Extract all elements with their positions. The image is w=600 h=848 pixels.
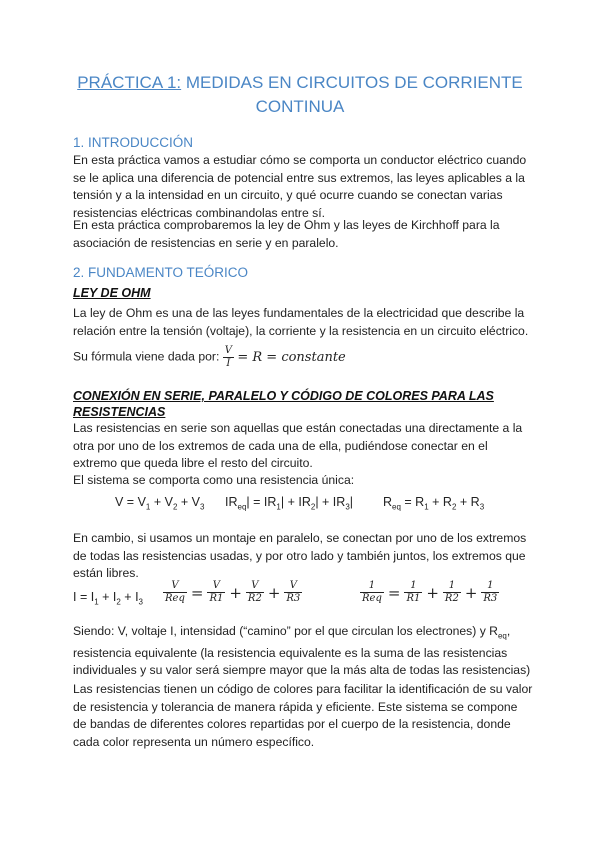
siendo-sub: eq	[497, 631, 507, 641]
siendo-text: Siendo: V, voltaje I, intensidad (“camino” por el que circulan los electrones) y R	[73, 624, 498, 638]
siendo-paragraph	[73, 623, 533, 680]
series-text: Las resistencias en serie son aquellas que están conectadas una directamente a la otra por uno de los extremos de cada una de ella, pudiéndose conectar en el extremo que queda libre el resto del circuito.	[73, 421, 523, 470]
series-current-formula: $IR_{eq}| = IR_1| + IR_2| + IR_3|$	[225, 495, 354, 512]
series-voltage-formula: $V = V_1 + V_2 + V_3$	[115, 495, 205, 512]
connection-title: CONEXIÓN EN SERIE, PARALELO Y CÓDIGO DE COLORES PARA LAS RESISTENCIAS	[73, 389, 494, 419]
ohm-formula-line	[73, 345, 346, 370]
intro-paragraph-1: En esta práctica vamos a estudiar cómo se comporta un conductor eléctrico cuando se le aplica una diferencia de potencial entre sus extremos, las leyes aplicables a la tensión y a la intensidad en un circuito, y qué ocurre cuando se conectan varias resistencias eléctricas combinandolas entre sí.	[73, 153, 527, 220]
ohm-formula-rest: = R = constante	[237, 350, 346, 365]
page-title	[60, 71, 540, 119]
siendo-rest: resistencia equivalente (la resistencia equivalente es la suma de las resistencias individuales y su valor será siempre mayor que la más alta de todas las resistencias)	[73, 645, 531, 678]
ohm-law-text: La ley de Ohm es una de las leyes fundamentales de la electricidad que describe la relación entre la tensión (voltaje), la corriente y la resistencia en un circuito eléctrico.	[73, 306, 529, 338]
parallel-resistance-formula: $\frac{1}{\text{Req}}$ = $\frac{1}{R1}$ + $\frac{1}{R2}$ + $\frac{1}{R3}$	[362, 580, 498, 604]
title-line2: CONTINUA	[255, 97, 345, 116]
formula-intro: Su fórmula viene dada por:	[73, 349, 220, 364]
parallel-current-formula: $I = I_1 + I_2 + I_3$	[73, 590, 143, 607]
parallel-voltage-formula: $\frac{V}{\text{Req}}$ = $\frac{V}{R1}$ + $\frac{V}{R2}$ + $\frac{V}{R3}$	[165, 580, 301, 604]
siendo-tail: ,	[506, 624, 511, 638]
color-code-text: Las resistencias tienen un código de colores para facilitar la identificación de su valor de resistencia y tolerancia de manera rápida y eficiente. Este sistema se compone de bandas de diferentes colores repartidas por el cuerpo de la resistencia, donde cada color representa un número específico.	[73, 682, 533, 749]
ohm-fraction: $\frac{V}{I}$	[224, 345, 232, 369]
title-main: MEDIDAS EN CIRCUITOS DE CORRIENTE	[181, 73, 523, 92]
section2-heading: 2. FUNDAMENTO TEÓRICO	[73, 265, 249, 280]
title-practice-label: PRÁCTICA 1:	[77, 73, 182, 92]
ohm-law-title: LEY DE OHM	[73, 286, 151, 300]
series-single-text: El sistema se comporta como una resistencia única:	[73, 473, 355, 487]
section1-heading: 1. INTRODUCCIÓN	[73, 135, 194, 150]
intro-paragraph-2: En esta práctica comprobaremos la ley de Ohm y las leyes de Kirchhoff para la asociación de resistencias en serie y en paralelo.	[73, 218, 500, 250]
parallel-text: En cambio, si usamos un montaje en paralelo, se conectan por uno de los extremos de todas las resistencias usadas, y por otro lado y también juntos, los extremos que están libres.	[73, 531, 527, 580]
series-resistance-formula: $R_{eq} = R_1 + R_2 + R_3$	[383, 495, 485, 512]
